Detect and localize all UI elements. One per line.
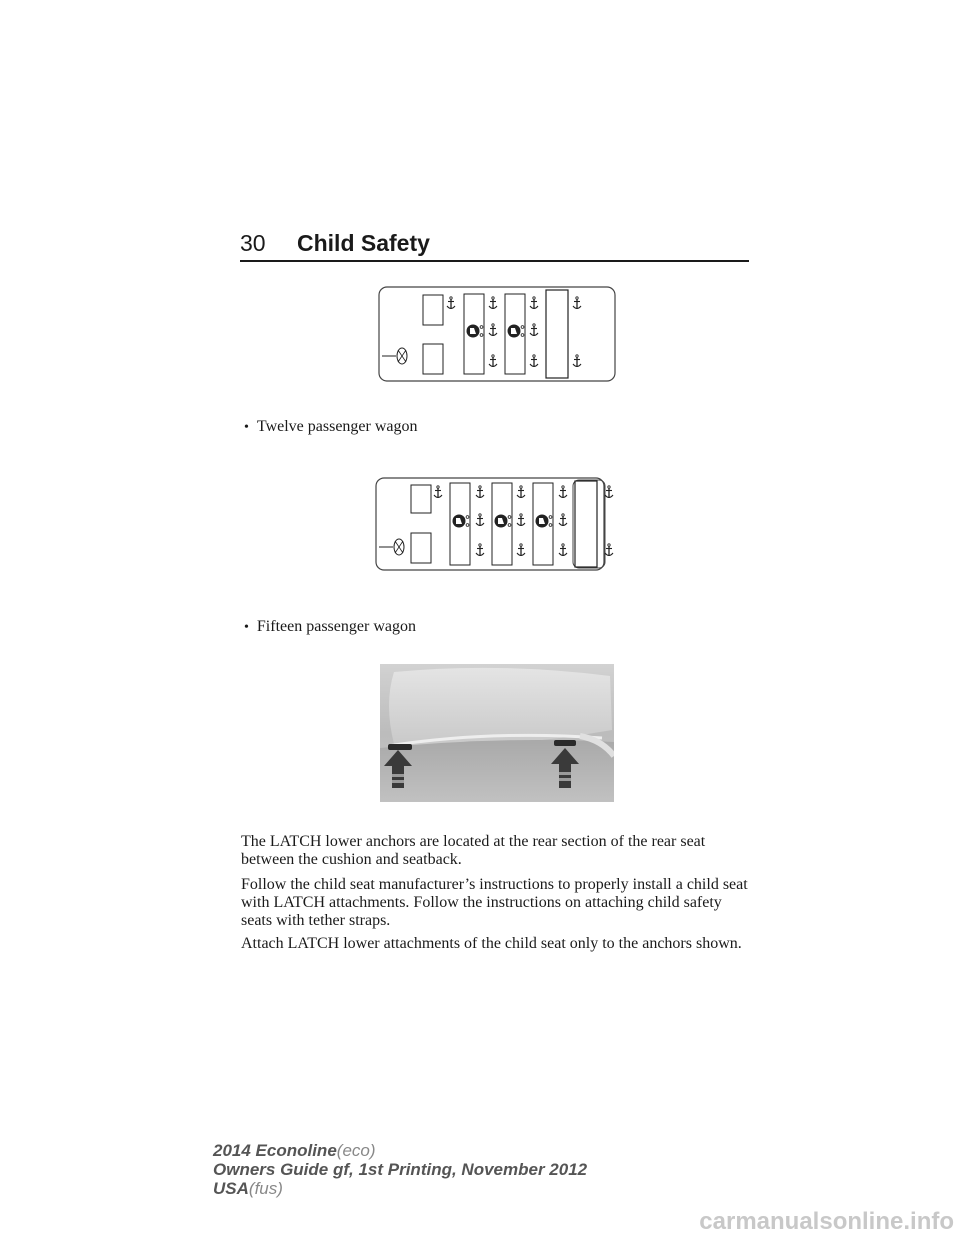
watermark: carmanualsonline.info: [699, 1208, 954, 1235]
footer-model: 2014 Econoline: [213, 1141, 337, 1160]
bullet-twelve-passenger: [244, 418, 418, 436]
bullet-dot: •: [244, 620, 249, 635]
footer-line-3: [213, 1179, 283, 1199]
bullet-fifteen-passenger: [244, 618, 416, 636]
bullet-text: Twelve passenger wagon: [256, 418, 418, 435]
footer-market: USA: [213, 1179, 249, 1198]
paragraph-attach-latch: Attach LATCH lower attachments of the child seat only to the anchors shown.: [241, 935, 742, 952]
paragraph-follow-instructions: Follow the child seat manufacturer’s instructions to properly install a child seat with LATCH attachments. Follow the instructions on attaching child safety seats with tether straps.: [241, 876, 748, 929]
bullet-text: Fifteen passenger wagon: [256, 618, 416, 635]
page-number: 30: [240, 230, 266, 256]
footer-printing: Owners Guide gf, 1st Printing, November 2012: [213, 1160, 588, 1179]
footer-line-2: [213, 1160, 587, 1180]
footer-model-code: (eco): [336, 1141, 376, 1160]
footer-line-1: [213, 1141, 376, 1161]
header-rule: [240, 260, 749, 262]
bullet-dot: •: [244, 420, 249, 435]
footer-market-code: (fus): [248, 1179, 283, 1198]
twelve-passenger-seat-diagram: [378, 286, 616, 382]
latch-anchor-photo: [380, 664, 614, 802]
page-title: Child Safety: [297, 230, 430, 256]
paragraph-latch-location: The LATCH lower anchors are located at the rear section of the rear seat between the cushion and seatback.: [241, 833, 706, 868]
fifteen-passenger-seat-diagram: [375, 477, 627, 571]
